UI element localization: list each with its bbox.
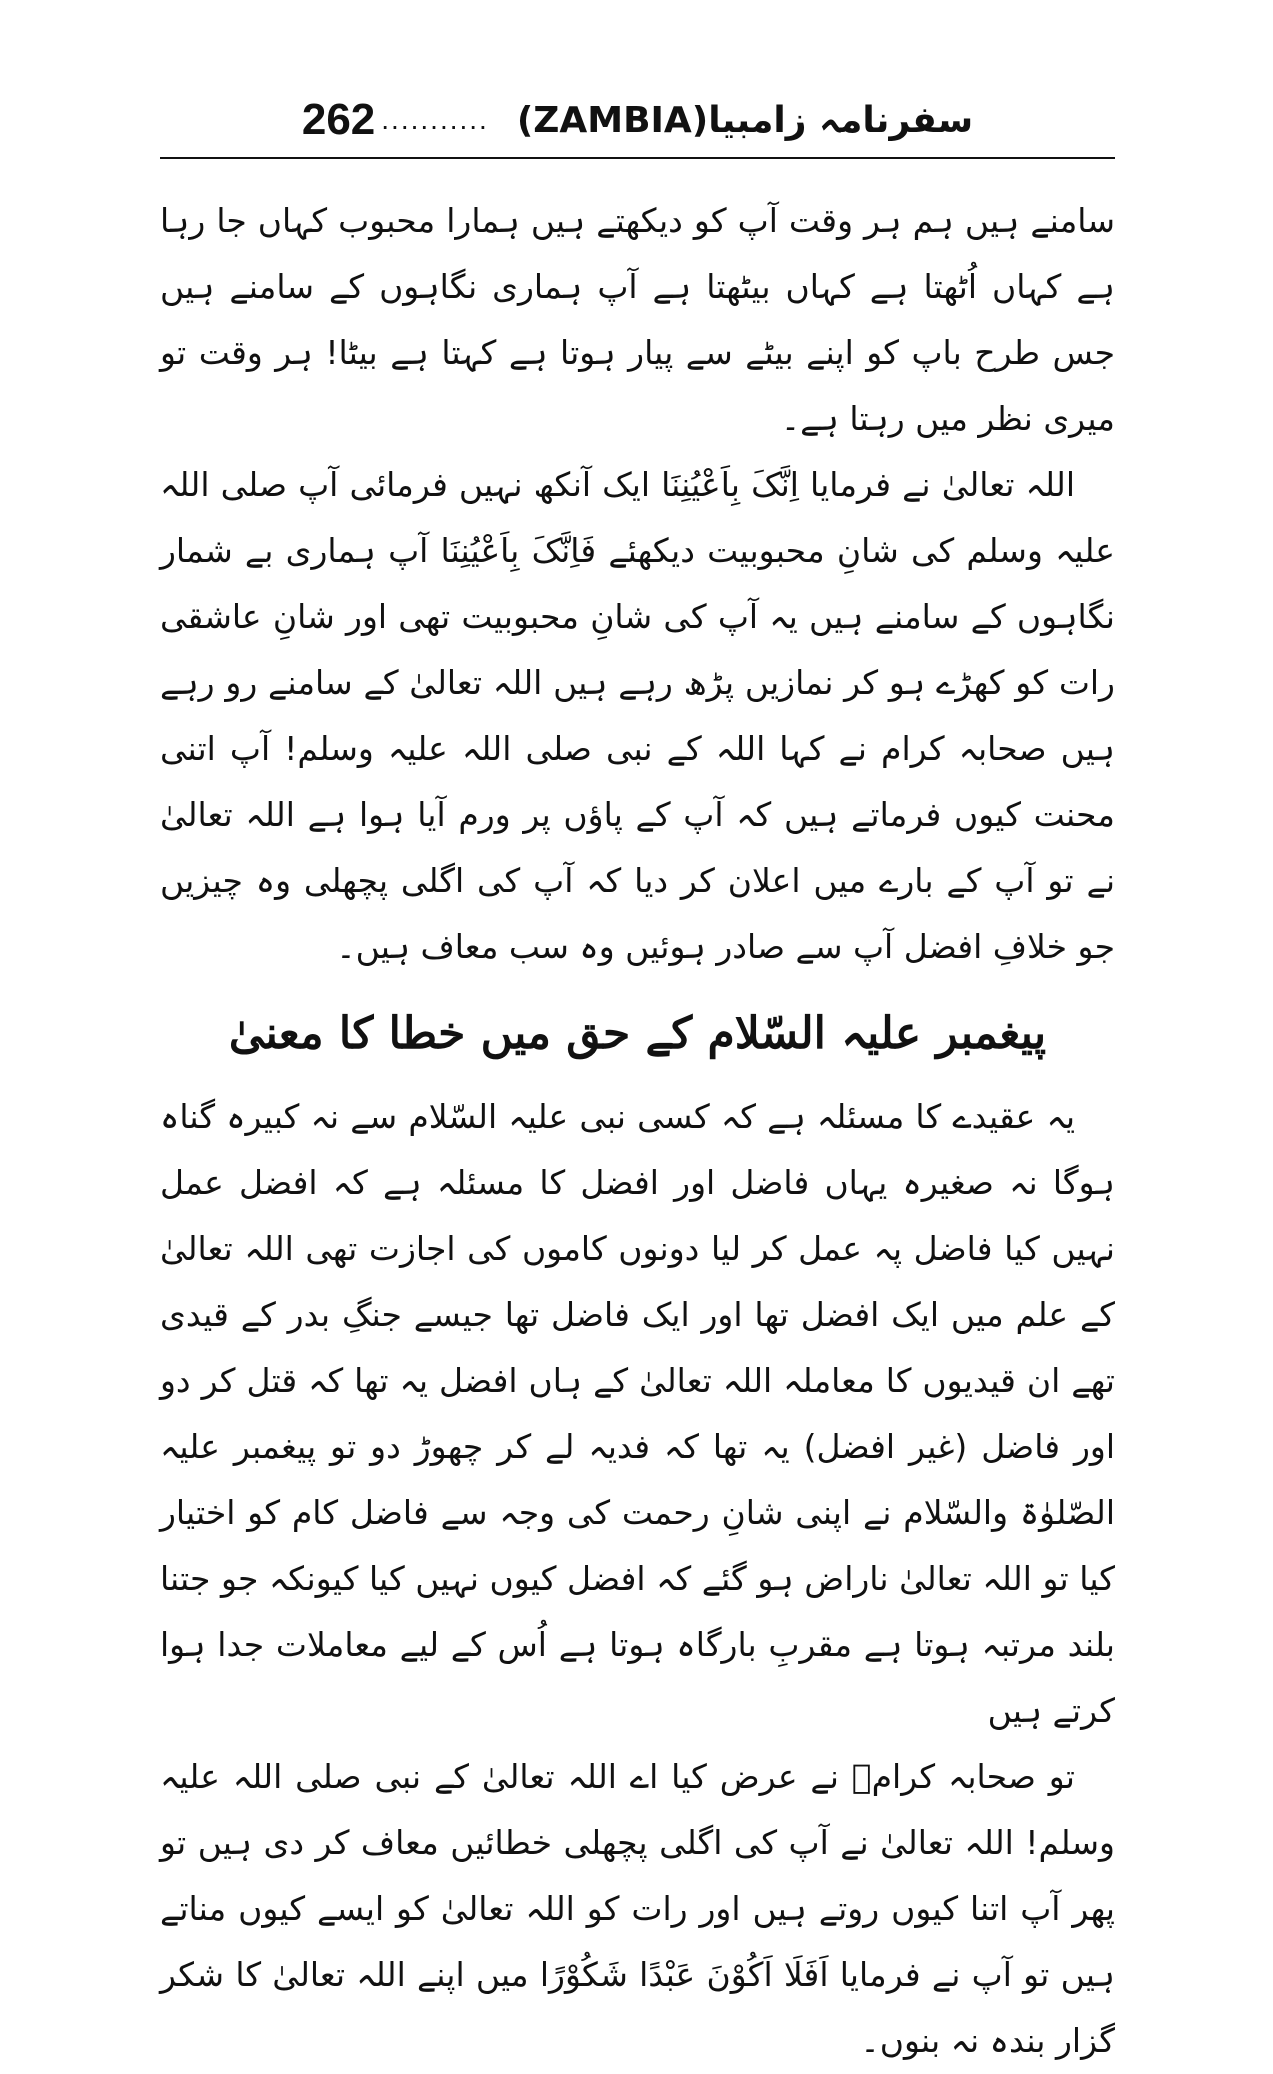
body-paragraph-4: تو صحابہ کرامؓ نے عرض کیا اے اللہ تعالیٰ کے نبی صلی اللہ علیہ وسلم! اللہ تعالیٰ نے آپ کی اگلی پچھلی خطائیں معاف کر دی ہیں تو پھر آپ اتنا کیوں روتے ہیں اور رات کو اللہ تعالیٰ کو ایسے کیوں مناتے ہیں تو آپ نے فرمایا اَفَلَا اَکُوْنَ عَبْدًا شَکُوْرًا میں اپنے اللہ تعالیٰ کا شکر گزار بندہ نہ بنوں۔ <box>160 1757 1115 2060</box>
header-leader-dots: ........... <box>381 104 489 135</box>
body-paragraph-3: یہ عقیدے کا مسئلہ ہے کہ کسی نبی علیہ السّلام سے نہ کبیرہ گناہ ہوگا نہ صغیرہ یہاں فاضل اور افضل کا مسئلہ ہے کہ افضل عمل نہیں کیا فاضل پہ عمل کر لیا دونوں کاموں کی اجازت تھی اللہ تعالیٰ کے علم میں ایک افضل تھا اور ایک فاضل تھا جیسے جنگِ بدر کے قیدی تھے ان قیدیوں کا معاملہ اللہ تعالیٰ کے ہاں افضل یہ تھا کہ قتل کر دو اور فاضل (غیر افضل) یہ تھا کہ فدیہ لے کر چھوڑ دو تو پیغمبر علیہ الصّلوٰۃ والسّلام نے اپنی شانِ رحمت کی وجہ سے فاضل کام کو اختیار کیا تو اللہ تعالیٰ ناراض ہو گئے کہ افضل کیوں نہیں کیا کیونکہ جو جتنا بلند مرتبہ ہوتا ہے مقربِ بارگاہ ہوتا ہے اُس کے لیے معاملات جدا ہوا کرتے ہیں <box>160 1097 1115 1730</box>
header-divider <box>160 157 1115 159</box>
section-heading: پیغمبر علیہ السّلام کے حق میں خطا کا معنیٰ <box>228 1008 1047 1059</box>
page-body <box>160 188 1115 2074</box>
page-header <box>160 85 1115 155</box>
body-paragraph-2: اللہ تعالیٰ نے فرمایا اِنَّکَ بِاَعْیُنِنَا ایک آنکھ نہیں فرمائی آپ صلی اللہ علیہ وسلم کی شانِ محبوبیت دیکھئے فَاِنَّکَ بِاَعْیُنِنَا آپ ہماری بے شمار نگاہوں کے سامنے ہیں یہ آپ کی شانِ محبوبیت تھی اور شانِ عاشقی رات کو کھڑے ہو کر نمازیں پڑھ رہے ہیں اللہ تعالیٰ کے سامنے رو رہے ہیں صحابہ کرام نے کہا اللہ کے نبی صلی اللہ علیہ وسلم! آپ اتنی محنت کیوں فرماتے ہیں کہ آپ کے پاؤں پر ورم آیا ہوا ہے اللہ تعالیٰ نے تو آپ کے بارے میں اعلان کر دیا کہ آپ کی اگلی پچھلی وہ چیزیں جو خلافِ افضل آپ سے صادر ہوئیں وہ سب معاف ہیں۔ <box>160 465 1115 966</box>
running-title: سفرنامہ زامبیا(ZAMBIA) <box>516 99 974 141</box>
body-paragraph-1: سامنے ہیں ہم ہر وقت آپ کو دیکھتے ہیں ہمارا محبوب کہاں جا رہا ہے کہاں اُٹھتا ہے کہاں بیٹھتا ہے آپ ہماری نگاہوں کے سامنے ہیں جس طرح باپ کو اپنے بیٹے سے پیار ہوتا ہے کہتا ہے بیٹا! ہر وقت تو میری نظر میں رہتا ہے۔ <box>160 201 1115 438</box>
page-number: 262 <box>301 95 376 144</box>
